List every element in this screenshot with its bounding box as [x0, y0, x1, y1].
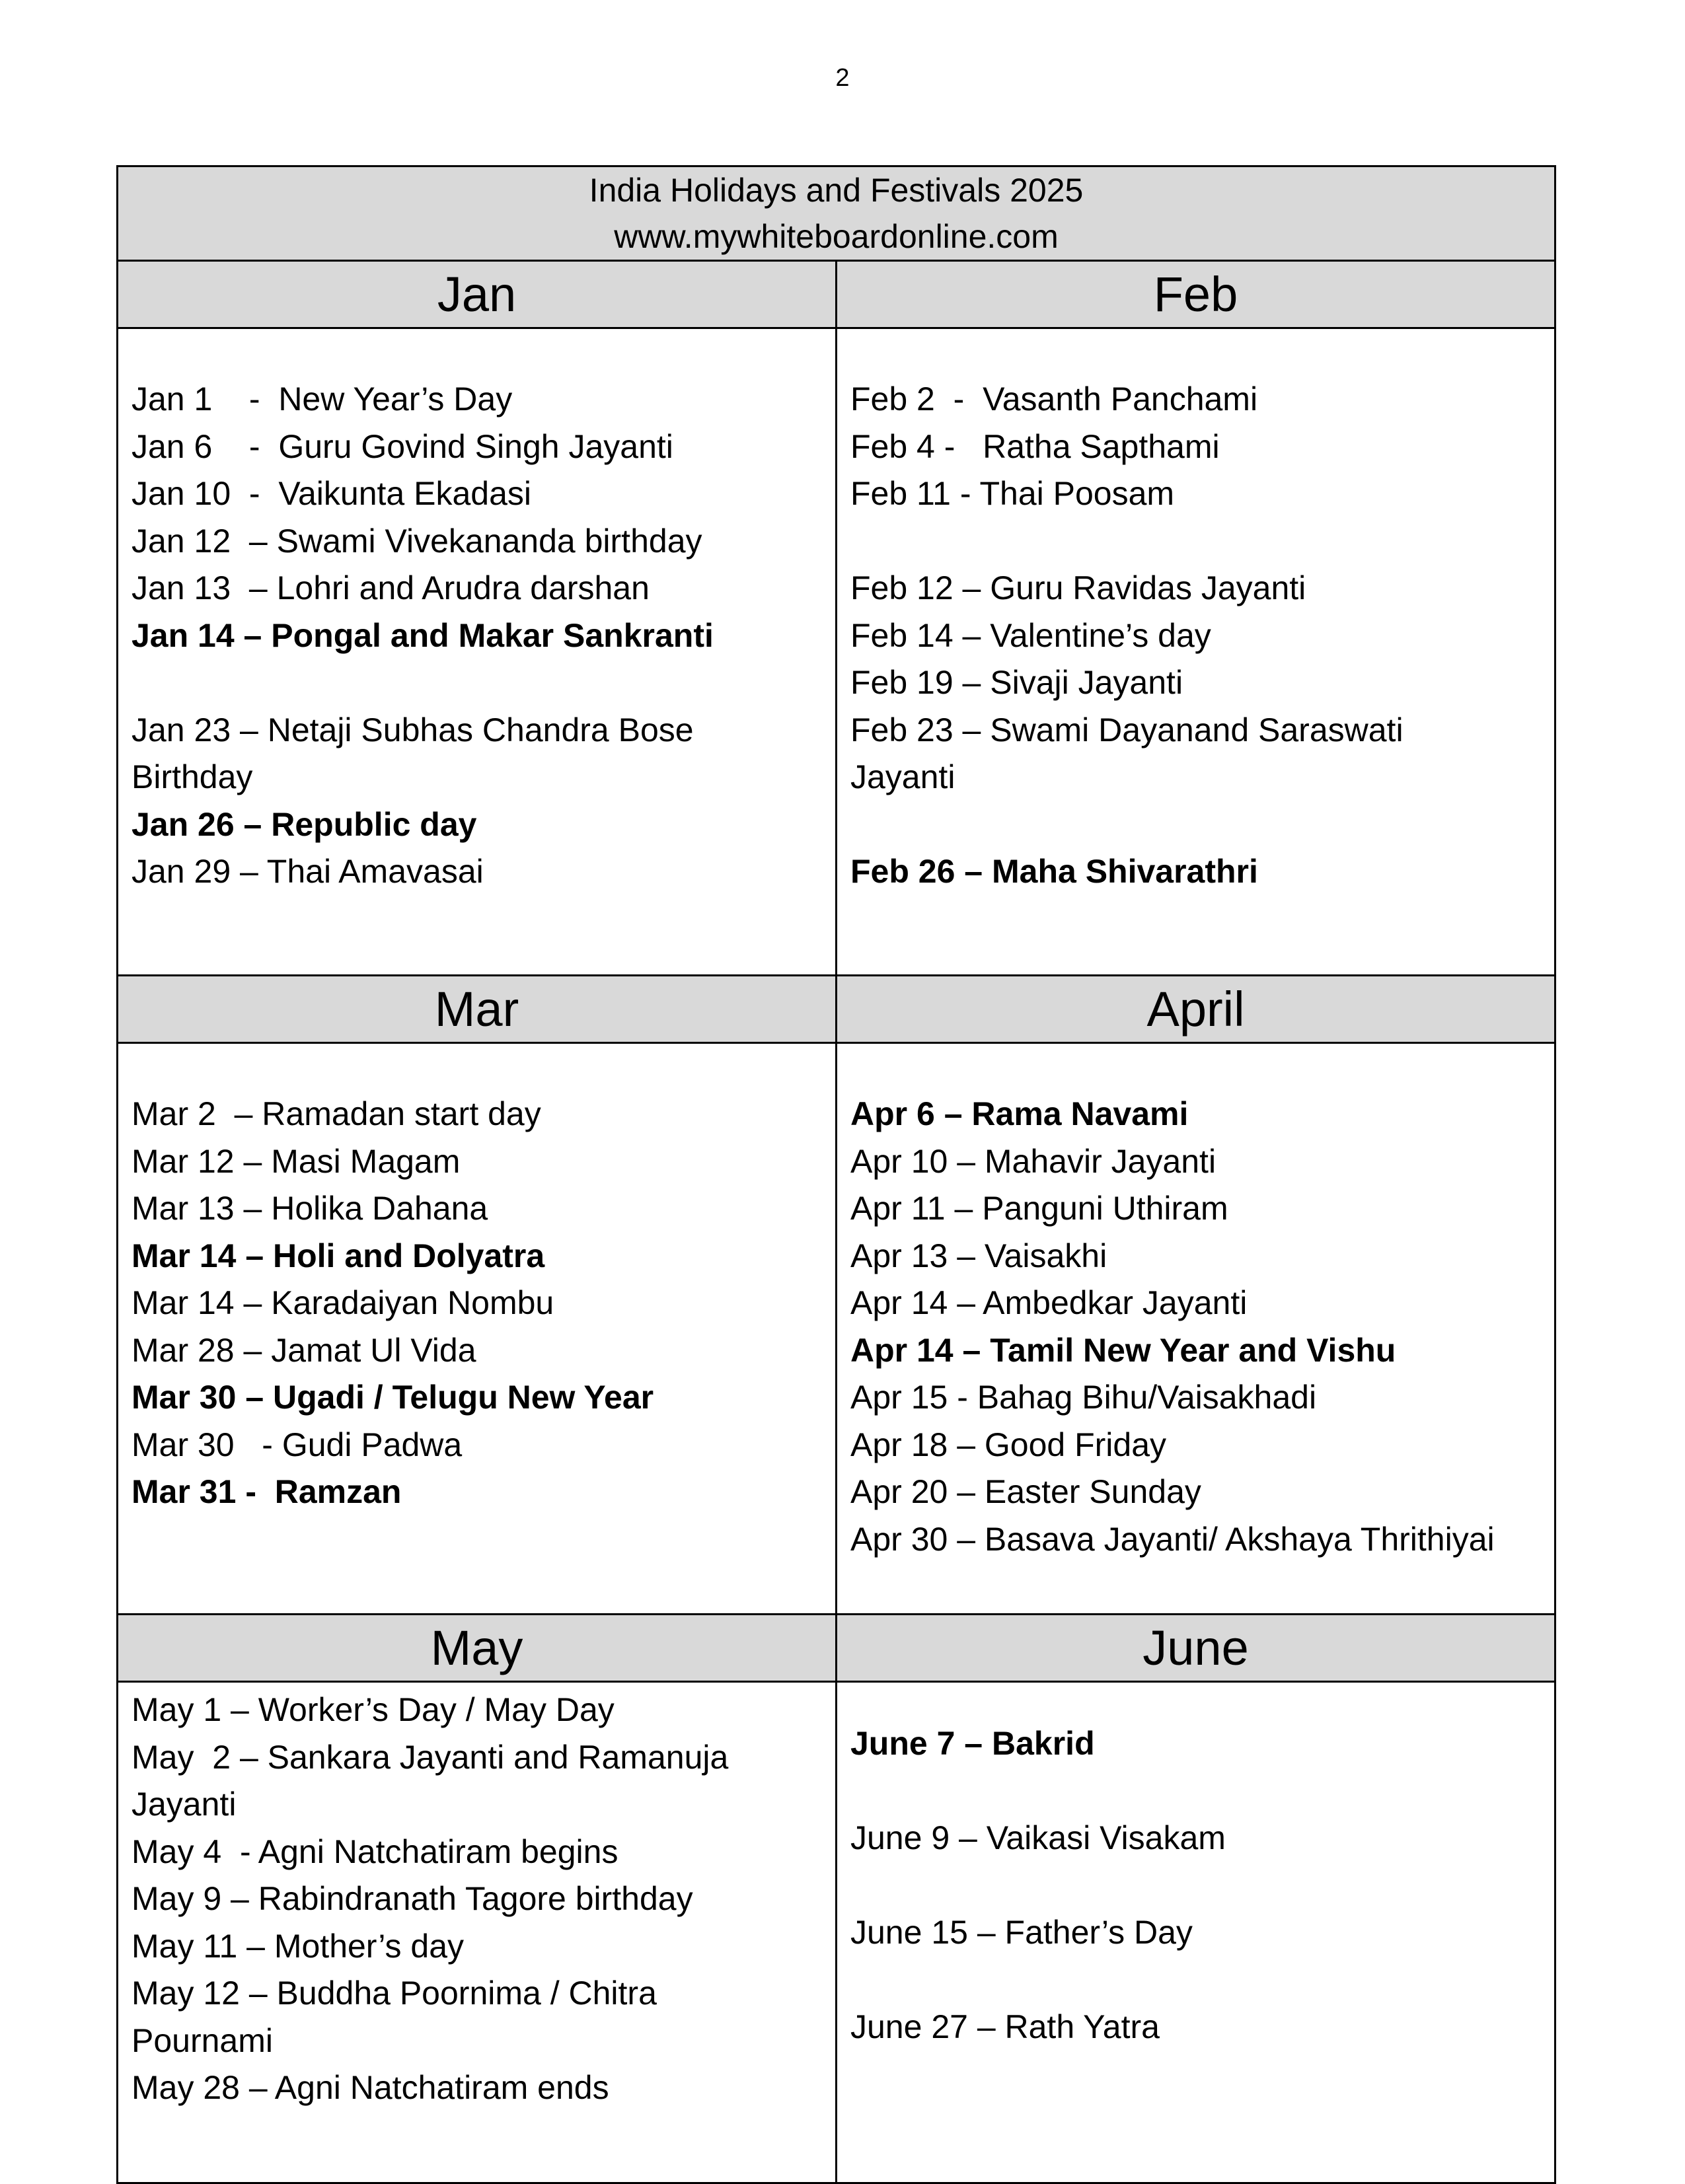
- event-item: Apr 14 – Ambedkar Jayanti: [850, 1284, 1248, 1321]
- calendar-title: India Holidays and Festivals 2025: [589, 172, 1084, 209]
- month-header-jan: Jan: [118, 261, 837, 328]
- event-item: Mar 30 – Ugadi / Telugu New Year: [131, 1379, 654, 1416]
- event-item: Jayanti: [131, 1786, 237, 1823]
- event-item: May 28 – Agni Natchatiram ends: [131, 2069, 609, 2106]
- event-item: Jan 6 - Guru Govind Singh Jayanti: [131, 427, 673, 465]
- event-item: Feb 14 – Valentine’s day: [850, 616, 1211, 654]
- month-header-june: June: [837, 1615, 1555, 1682]
- event-item: June 27 – Rath Yatra: [850, 2008, 1160, 2045]
- month-header-april: April: [837, 976, 1555, 1043]
- page-number: 2: [835, 64, 850, 92]
- event-item: Jan 1 - New Year’s Day: [131, 381, 513, 418]
- month-events-may: [118, 1682, 837, 2183]
- website-url: www.mywhiteboardonline.com: [614, 218, 1059, 255]
- month-header-mar: Mar: [118, 976, 837, 1043]
- event-item: Jan 13 – Lohri and Arudra darshan: [131, 569, 650, 606]
- month-header-may: May: [118, 1615, 837, 1682]
- event-item: Apr 11 – Panguni Uthiram: [850, 1190, 1228, 1227]
- event-item: Feb 12 – Guru Ravidas Jayanti: [850, 569, 1306, 606]
- month-events-april: [837, 1043, 1555, 1615]
- month-events-jan: [118, 328, 837, 976]
- event-item: Feb 2 - Vasanth Panchami: [850, 381, 1258, 418]
- blank-line: [850, 1862, 1541, 1910]
- event-item: Mar 2 – Ramadan start day: [131, 1095, 541, 1132]
- event-item: Mar 12 – Masi Magam: [131, 1142, 461, 1180]
- event-item: May 11 – Mother’s day: [131, 1927, 465, 1965]
- event-item: June 9 – Vaikasi Visakam: [850, 1819, 1226, 1856]
- event-item: Feb 11 - Thai Poosam: [850, 475, 1175, 512]
- event-item: June 7 – Bakrid: [850, 1725, 1095, 1762]
- month-header-feb: Feb: [837, 261, 1555, 328]
- event-list: [131, 376, 822, 896]
- event-item: Pournami: [131, 2021, 273, 2059]
- event-item: Feb 23 – Swami Dayanand Saraswati: [850, 711, 1404, 748]
- event-item: Feb 4 - Ratha Sapthami: [850, 427, 1220, 465]
- event-item: Jan 23 – Netaji Subhas Chandra Bose: [131, 711, 694, 748]
- blank-line: [850, 518, 1541, 565]
- event-item: Jan 14 – Pongal and Makar Sankranti: [131, 616, 714, 654]
- event-list: [131, 1091, 822, 1516]
- event-item: May 12 – Buddha Poornima / Chitra: [131, 1975, 657, 2012]
- blank-line: [131, 659, 822, 707]
- event-item: Feb 19 – Sivaji Jayanti: [850, 664, 1183, 701]
- event-item: Apr 13 – Vaisakhi: [850, 1237, 1107, 1274]
- event-item: Apr 18 – Good Friday: [850, 1426, 1167, 1463]
- event-item: June 15 – Father’s Day: [850, 1914, 1193, 1951]
- table-header: [118, 166, 1555, 261]
- event-item: Apr 15 - Bahag Bihu/Vaisakhadi: [850, 1379, 1317, 1416]
- holiday-calendar-table: [116, 165, 1556, 2184]
- month-events-feb: [837, 328, 1555, 976]
- event-list: [850, 1091, 1541, 1563]
- event-item: Feb 26 – Maha Shivarathri: [850, 853, 1258, 890]
- event-item: Jan 29 – Thai Amavasai: [131, 853, 484, 890]
- event-item: May 4 - Agni Natchatiram begins: [131, 1833, 618, 1870]
- event-item: Mar 31 - Ramzan: [131, 1473, 402, 1510]
- event-item: Apr 10 – Mahavir Jayanti: [850, 1142, 1217, 1180]
- event-item: Apr 14 – Tamil New Year and Vishu: [850, 1331, 1396, 1369]
- event-item: Mar 28 – Jamat Ul Vida: [131, 1331, 476, 1369]
- event-item: Apr 20 – Easter Sunday: [850, 1473, 1201, 1510]
- event-list: [850, 376, 1541, 896]
- month-events-june: [837, 1682, 1555, 2183]
- event-item: Mar 30 - Gudi Padwa: [131, 1426, 463, 1463]
- event-item: Apr 6 – Rama Navami: [850, 1095, 1189, 1132]
- event-item: Mar 14 – Karadaiyan Nombu: [131, 1284, 554, 1321]
- blank-line: [850, 1957, 1541, 2004]
- event-item: Jayanti: [850, 758, 955, 795]
- event-item: Jan 26 – Republic day: [131, 805, 477, 843]
- event-item: May 9 – Rabindranath Tagore birthday: [131, 1880, 693, 1917]
- event-item: Jan 12 – Swami Vivekananda birthday: [131, 522, 702, 560]
- blank-line: [850, 801, 1541, 849]
- blank-line: [850, 1768, 1541, 1815]
- event-item: Mar 14 – Holi and Dolyatra: [131, 1237, 545, 1274]
- event-item: Birthday: [131, 758, 253, 795]
- event-list: [131, 1687, 822, 2112]
- month-events-mar: [118, 1043, 837, 1615]
- event-item: May 1 – Worker’s Day / May Day: [131, 1691, 615, 1728]
- event-item: Apr 30 – Basava Jayanti/ Akshaya Thrithiyai: [850, 1520, 1495, 1558]
- event-item: May 2 – Sankara Jayanti and Ramanuja: [131, 1738, 729, 1776]
- event-list: [850, 1720, 1541, 2051]
- event-item: Mar 13 – Holika Dahana: [131, 1190, 488, 1227]
- event-item: Jan 10 - Vaikunta Ekadasi: [131, 475, 531, 512]
